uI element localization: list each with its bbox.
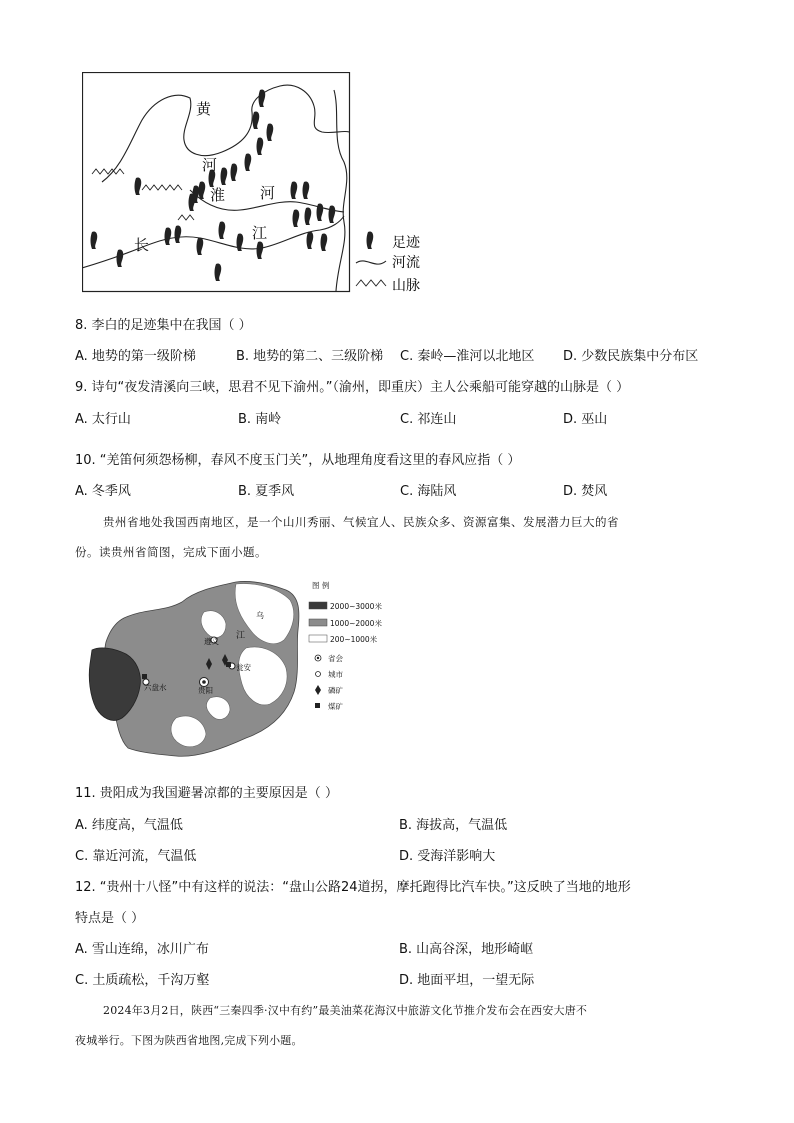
- question-11-option-b[interactable]: B. 海拔高，气温低: [399, 818, 508, 833]
- legend-elev-low: 200~1000米: [330, 635, 378, 644]
- question-12-stem-line-1: 12. “贵州十八怪”中有这样的说法：“盘山公路24道拐，摩托跑得比汽车快。”这反映了当地的地形: [75, 880, 631, 895]
- question-10-option-a[interactable]: A. 冬季风: [75, 484, 131, 499]
- city-icon: [316, 672, 321, 677]
- question-9-option-d[interactable]: D. 巫山: [563, 412, 608, 427]
- label-huang: 黄: [196, 100, 212, 118]
- shaanxi-intro-line-1: 2024年3月2日，陕西“三秦四季·汉中有约”最美油菜花海汉中旅游文化节推介发布会在西安大唐不: [103, 1004, 588, 1017]
- legend-capital: 省会: [328, 654, 343, 663]
- question-12-option-b[interactable]: B. 山高谷深，地形崎岖: [399, 942, 534, 957]
- question-10-option-d[interactable]: D. 焚风: [563, 484, 608, 499]
- question-8-option-d[interactable]: D. 少数民族集中分布区: [563, 349, 699, 364]
- legend-mountain-label: 山脉: [392, 278, 420, 294]
- legend-footprint-label: 足迹: [392, 235, 420, 251]
- guizhou-intro-line-2: 份。读贵州省简图，完成下面小题。: [75, 545, 267, 559]
- question-11-option-d[interactable]: D. 受海洋影响大: [399, 849, 496, 864]
- question-12-option-a[interactable]: A. 雪山连绵，冰川广布: [75, 942, 209, 957]
- question-10-option-b[interactable]: B. 夏季风: [238, 484, 295, 499]
- map1-legend: [356, 231, 421, 294]
- coal-mine-icon: [142, 674, 147, 679]
- label-he: 河: [202, 156, 218, 174]
- question-9-stem: 9. 诗句“夜发清溪向三峡，思君不见下渝州。”（渝州，即重庆）主人公乘船可能穿越的山脉是（ ）: [75, 380, 630, 395]
- guizhou-map: [86, 578, 386, 764]
- question-9-option-b[interactable]: B. 南岭: [238, 412, 282, 427]
- label-jiang: 江: [252, 224, 268, 242]
- footprint-icon: [367, 231, 374, 249]
- question-11-stem: 11. 贵阳成为我国避暑凉都的主要原因是（ ）: [75, 786, 338, 801]
- place-wengan: 瓮安: [236, 663, 251, 672]
- place-liupanshui: 六盘水: [144, 683, 167, 692]
- place-zunyi: 遵义: [204, 637, 219, 646]
- river-icon: [356, 261, 386, 264]
- legend-elev-mid: 1000~2000米: [330, 619, 382, 628]
- coal-mine-icon: [315, 703, 320, 708]
- legend-city: 城市: [328, 670, 343, 679]
- question-8-option-a[interactable]: A. 地势的第一级阶梯: [75, 349, 196, 364]
- label-huai: 淮: [210, 186, 226, 204]
- shaanxi-intro-line-2: 夜城举行。下图为陕西省地图,完成下列小题。: [75, 1034, 303, 1047]
- mountain-icon: [356, 280, 386, 286]
- guizhou-intro-line-1: 贵州省地处我国西南地区，是一个山川秀丽、气候宜人、民族众多、资源富集、发展潜力巨大的省: [103, 515, 619, 529]
- question-8-stem: 8. 李白的足迹集中在我国（ ）: [75, 318, 252, 333]
- legend-river-label: 河流: [392, 255, 420, 271]
- river-label-wu: 乌: [256, 611, 264, 620]
- question-8-option-b[interactable]: B. 地势的第二、三级阶梯: [236, 349, 384, 364]
- guizhou-legend: [309, 580, 382, 711]
- legend-elev-high: 2000~3000米: [330, 602, 382, 611]
- question-8-option-c[interactable]: C. 秦岭—淮河以北地区: [400, 349, 535, 364]
- phosphate-mine-icon: [315, 685, 321, 695]
- question-11-option-a[interactable]: A. 纬度高，气温低: [75, 818, 183, 833]
- question-12-stem-line-2: 特点是（ ）: [75, 911, 145, 926]
- river-label-jiang: 江: [236, 631, 246, 641]
- label-chang: 长: [134, 236, 150, 254]
- question-9-option-a[interactable]: A. 太行山: [75, 412, 131, 427]
- question-11-option-c[interactable]: C. 靠近河流，气温低: [75, 849, 197, 864]
- coal-mine-icon: [226, 662, 231, 667]
- legend-coal: 煤矿: [328, 702, 343, 711]
- place-guiyang: 贵阳: [198, 686, 213, 695]
- question-10-stem: 10. “羌笛何须怨杨柳，春风不度玉门关”，从地理角度看这里的春风应指（ ）: [75, 453, 521, 468]
- question-12-option-c[interactable]: C. 土质疏松，千沟万壑: [75, 973, 210, 988]
- label-he-2: 河: [260, 184, 276, 202]
- question-9-option-c[interactable]: C. 祁连山: [400, 412, 457, 427]
- legend-phosphate: 磷矿: [328, 686, 343, 695]
- question-12-option-d[interactable]: D. 地面平坦，一望无际: [399, 973, 535, 988]
- libai-footprint-map: [82, 72, 432, 294]
- legend-title: 图 例: [312, 581, 330, 590]
- question-10-option-c[interactable]: C. 海陆风: [400, 484, 457, 499]
